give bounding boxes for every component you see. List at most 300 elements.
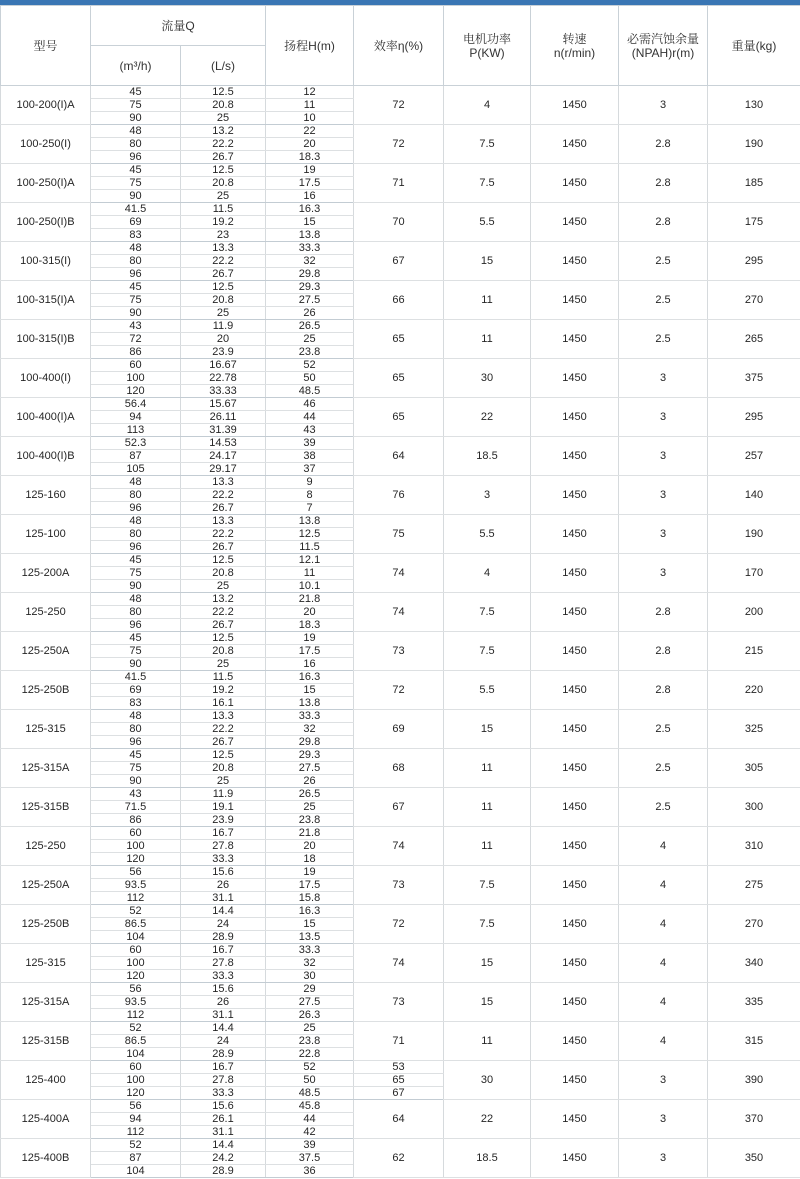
model-cell: 125-100 xyxy=(1,515,91,554)
model-cell: 125-400B xyxy=(1,1139,91,1178)
power-cell: 30 xyxy=(444,1061,531,1100)
power-cell: 18.5 xyxy=(444,437,531,476)
flow-ls-cell: 28.9 xyxy=(181,931,266,944)
flow-ls-cell: 25 xyxy=(181,580,266,593)
head-cell: 29.3 xyxy=(266,281,354,294)
power-cell: 22 xyxy=(444,1100,531,1139)
flow-ls-cell: 24.2 xyxy=(181,1152,266,1165)
speed-cell: 1450 xyxy=(531,554,619,593)
speed-cell: 1450 xyxy=(531,1061,619,1100)
flow-m3h-cell: 80 xyxy=(91,723,181,736)
model-cell: 100-200(I)A xyxy=(1,86,91,125)
flow-m3h-cell: 43 xyxy=(91,788,181,801)
head-cell: 38 xyxy=(266,450,354,463)
npsh-cell: 2.5 xyxy=(619,242,708,281)
head-cell: 10.1 xyxy=(266,580,354,593)
head-cell: 25 xyxy=(266,1022,354,1035)
power-cell: 18.5 xyxy=(444,1139,531,1178)
power-cell: 11 xyxy=(444,827,531,866)
flow-ls-cell: 31.1 xyxy=(181,892,266,905)
npsh-cell: 3 xyxy=(619,1100,708,1139)
table-row xyxy=(1,398,800,411)
head-cell: 20 xyxy=(266,606,354,619)
power-cell: 4 xyxy=(444,554,531,593)
flow-ls-cell: 26 xyxy=(181,996,266,1009)
flow-ls-cell: 26.7 xyxy=(181,502,266,515)
flow-m3h-cell: 75 xyxy=(91,177,181,190)
power-cell: 15 xyxy=(444,983,531,1022)
npsh-cell: 3 xyxy=(619,398,708,437)
speed-cell: 1450 xyxy=(531,1022,619,1061)
header-head: 扬程H(m) xyxy=(266,6,354,86)
efficiency-cell: 71 xyxy=(354,164,444,203)
flow-ls-cell: 25 xyxy=(181,307,266,320)
head-cell: 50 xyxy=(266,1074,354,1087)
head-cell: 16 xyxy=(266,658,354,671)
flow-ls-cell: 25 xyxy=(181,658,266,671)
head-cell: 46 xyxy=(266,398,354,411)
power-cell: 15 xyxy=(444,710,531,749)
npsh-cell: 2.8 xyxy=(619,593,708,632)
flow-m3h-cell: 75 xyxy=(91,99,181,112)
power-cell: 30 xyxy=(444,359,531,398)
flow-m3h-cell: 94 xyxy=(91,411,181,424)
table-row xyxy=(1,164,800,177)
head-cell: 50 xyxy=(266,372,354,385)
weight-cell: 190 xyxy=(708,515,800,554)
model-cell: 125-315B xyxy=(1,788,91,827)
npsh-cell: 3 xyxy=(619,437,708,476)
flow-m3h-cell: 93.5 xyxy=(91,996,181,1009)
flow-m3h-cell: 56 xyxy=(91,866,181,879)
model-cell: 125-315B xyxy=(1,1022,91,1061)
table-body xyxy=(1,86,800,1178)
head-cell: 26.3 xyxy=(266,1009,354,1022)
header-flow-ls: (L/s) xyxy=(181,46,266,86)
head-cell: 43 xyxy=(266,424,354,437)
npsh-cell: 4 xyxy=(619,983,708,1022)
head-cell: 19 xyxy=(266,164,354,177)
table-row xyxy=(1,515,800,528)
npsh-cell: 4 xyxy=(619,1022,708,1061)
head-cell: 16.3 xyxy=(266,905,354,918)
efficiency-cell: 66 xyxy=(354,281,444,320)
head-cell: 13.8 xyxy=(266,229,354,242)
table-row xyxy=(1,554,800,567)
flow-m3h-cell: 69 xyxy=(91,216,181,229)
table-row xyxy=(1,476,800,489)
flow-ls-cell: 23.9 xyxy=(181,814,266,827)
head-cell: 45.8 xyxy=(266,1100,354,1113)
head-cell: 23.8 xyxy=(266,1035,354,1048)
flow-m3h-cell: 90 xyxy=(91,112,181,125)
flow-m3h-cell: 96 xyxy=(91,619,181,632)
model-cell: 125-250B xyxy=(1,905,91,944)
pump-spec-table xyxy=(0,5,800,1178)
weight-cell: 200 xyxy=(708,593,800,632)
flow-m3h-cell: 48 xyxy=(91,242,181,255)
head-cell: 8 xyxy=(266,489,354,502)
flow-ls-cell: 14.4 xyxy=(181,1139,266,1152)
flow-m3h-cell: 96 xyxy=(91,541,181,554)
flow-m3h-cell: 86.5 xyxy=(91,1035,181,1048)
power-cell: 22 xyxy=(444,398,531,437)
head-cell: 13.8 xyxy=(266,515,354,528)
weight-cell: 300 xyxy=(708,788,800,827)
flow-ls-cell: 24 xyxy=(181,918,266,931)
flow-ls-cell: 27.8 xyxy=(181,957,266,970)
flow-ls-cell: 22.78 xyxy=(181,372,266,385)
table-row xyxy=(1,86,800,99)
power-cell: 7.5 xyxy=(444,164,531,203)
flow-m3h-cell: 86.5 xyxy=(91,918,181,931)
table-row xyxy=(1,983,800,996)
speed-cell: 1450 xyxy=(531,476,619,515)
head-cell: 39 xyxy=(266,437,354,450)
weight-cell: 185 xyxy=(708,164,800,203)
efficiency-cell: 67 xyxy=(354,242,444,281)
flow-ls-cell: 25 xyxy=(181,112,266,125)
efficiency-cell: 70 xyxy=(354,203,444,242)
table-row xyxy=(1,827,800,840)
table-row xyxy=(1,710,800,723)
speed-cell: 1450 xyxy=(531,359,619,398)
model-cell: 125-250 xyxy=(1,827,91,866)
weight-cell: 215 xyxy=(708,632,800,671)
flow-ls-cell: 24 xyxy=(181,1035,266,1048)
flow-m3h-cell: 56.4 xyxy=(91,398,181,411)
weight-cell: 295 xyxy=(708,398,800,437)
head-cell: 13.8 xyxy=(266,697,354,710)
efficiency-cell: 65 xyxy=(354,359,444,398)
head-cell: 15.8 xyxy=(266,892,354,905)
flow-ls-cell: 31.1 xyxy=(181,1009,266,1022)
efficiency-cell: 74 xyxy=(354,827,444,866)
weight-cell: 350 xyxy=(708,1139,800,1178)
npsh-cell: 3 xyxy=(619,515,708,554)
model-cell: 100-400(I) xyxy=(1,359,91,398)
efficiency-cell: 64 xyxy=(354,437,444,476)
table-row xyxy=(1,1139,800,1152)
head-cell: 17.5 xyxy=(266,645,354,658)
npsh-cell: 3 xyxy=(619,86,708,125)
head-cell: 25 xyxy=(266,801,354,814)
npsh-cell: 2.5 xyxy=(619,710,708,749)
weight-cell: 375 xyxy=(708,359,800,398)
flow-ls-cell: 26.7 xyxy=(181,268,266,281)
power-cell: 15 xyxy=(444,944,531,983)
head-cell: 9 xyxy=(266,476,354,489)
head-cell: 18.3 xyxy=(266,619,354,632)
flow-m3h-cell: 80 xyxy=(91,138,181,151)
flow-m3h-cell: 93.5 xyxy=(91,879,181,892)
flow-m3h-cell: 104 xyxy=(91,1165,181,1178)
header-npsh-line1: 必需汽蚀余量 xyxy=(626,31,699,46)
flow-ls-cell: 33.3 xyxy=(181,1087,266,1100)
flow-m3h-cell: 71.5 xyxy=(91,801,181,814)
model-cell: 125-400A xyxy=(1,1100,91,1139)
npsh-cell: 3 xyxy=(619,554,708,593)
head-cell: 26.5 xyxy=(266,320,354,333)
flow-ls-cell: 33.3 xyxy=(181,970,266,983)
weight-cell: 190 xyxy=(708,125,800,164)
table-row xyxy=(1,866,800,879)
power-cell: 7.5 xyxy=(444,125,531,164)
head-cell: 22 xyxy=(266,125,354,138)
flow-ls-cell: 27.8 xyxy=(181,840,266,853)
flow-ls-cell: 22.2 xyxy=(181,255,266,268)
flow-ls-cell: 11.9 xyxy=(181,320,266,333)
flow-ls-cell: 26.7 xyxy=(181,151,266,164)
flow-ls-cell: 28.9 xyxy=(181,1165,266,1178)
flow-ls-cell: 12.5 xyxy=(181,632,266,645)
weight-cell: 295 xyxy=(708,242,800,281)
head-cell: 12.5 xyxy=(266,528,354,541)
flow-m3h-cell: 86 xyxy=(91,346,181,359)
flow-ls-cell: 23 xyxy=(181,229,266,242)
head-cell: 27.5 xyxy=(266,294,354,307)
speed-cell: 1450 xyxy=(531,944,619,983)
header-flow-m3h: (m³/h) xyxy=(91,46,181,86)
flow-ls-cell: 22.2 xyxy=(181,723,266,736)
flow-m3h-cell: 80 xyxy=(91,528,181,541)
npsh-cell: 3 xyxy=(619,1139,708,1178)
head-cell: 10 xyxy=(266,112,354,125)
model-cell: 100-315(I) xyxy=(1,242,91,281)
flow-ls-cell: 25 xyxy=(181,190,266,203)
flow-ls-cell: 25 xyxy=(181,775,266,788)
head-cell: 26 xyxy=(266,775,354,788)
flow-ls-cell: 14.4 xyxy=(181,905,266,918)
header-npsh xyxy=(619,6,708,86)
flow-ls-cell: 19.1 xyxy=(181,801,266,814)
flow-m3h-cell: 60 xyxy=(91,359,181,372)
flow-ls-cell: 12.5 xyxy=(181,554,266,567)
flow-ls-cell: 20 xyxy=(181,333,266,346)
flow-m3h-cell: 41.5 xyxy=(91,203,181,216)
flow-ls-cell: 11.5 xyxy=(181,671,266,684)
head-cell: 23.8 xyxy=(266,346,354,359)
weight-cell: 335 xyxy=(708,983,800,1022)
head-cell: 36 xyxy=(266,1165,354,1178)
flow-ls-cell: 33.3 xyxy=(181,853,266,866)
npsh-cell: 3 xyxy=(619,1061,708,1100)
flow-m3h-cell: 120 xyxy=(91,1087,181,1100)
table-row xyxy=(1,437,800,450)
efficiency-cell: 67 xyxy=(354,1087,444,1100)
flow-m3h-cell: 100 xyxy=(91,372,181,385)
head-cell: 29 xyxy=(266,983,354,996)
weight-cell: 170 xyxy=(708,554,800,593)
flow-m3h-cell: 83 xyxy=(91,697,181,710)
weight-cell: 270 xyxy=(708,281,800,320)
header-flow-group: 流量Q xyxy=(91,6,266,46)
npsh-cell: 2.8 xyxy=(619,632,708,671)
flow-ls-cell: 26.7 xyxy=(181,541,266,554)
model-cell: 100-315(I)A xyxy=(1,281,91,320)
head-cell: 20 xyxy=(266,840,354,853)
head-cell: 44 xyxy=(266,1113,354,1126)
model-cell: 100-400(I)B xyxy=(1,437,91,476)
flow-m3h-cell: 48 xyxy=(91,515,181,528)
weight-cell: 305 xyxy=(708,749,800,788)
model-cell: 100-400(I)A xyxy=(1,398,91,437)
flow-ls-cell: 19.2 xyxy=(181,684,266,697)
flow-ls-cell: 16.7 xyxy=(181,944,266,957)
npsh-cell: 3 xyxy=(619,359,708,398)
header-speed-line2: n(r/min) xyxy=(553,45,596,60)
flow-m3h-cell: 48 xyxy=(91,593,181,606)
table-row xyxy=(1,749,800,762)
flow-m3h-cell: 69 xyxy=(91,684,181,697)
flow-m3h-cell: 56 xyxy=(91,1100,181,1113)
flow-m3h-cell: 90 xyxy=(91,580,181,593)
flow-m3h-cell: 90 xyxy=(91,658,181,671)
flow-ls-cell: 27.8 xyxy=(181,1074,266,1087)
head-cell: 48.5 xyxy=(266,1087,354,1100)
model-cell: 125-200A xyxy=(1,554,91,593)
head-cell: 11.5 xyxy=(266,541,354,554)
flow-m3h-cell: 100 xyxy=(91,957,181,970)
weight-cell: 175 xyxy=(708,203,800,242)
power-cell: 11 xyxy=(444,788,531,827)
power-cell: 15 xyxy=(444,242,531,281)
table-row xyxy=(1,203,800,216)
flow-m3h-cell: 75 xyxy=(91,645,181,658)
flow-ls-cell: 19.2 xyxy=(181,216,266,229)
model-cell: 125-250A xyxy=(1,866,91,905)
npsh-cell: 4 xyxy=(619,827,708,866)
speed-cell: 1450 xyxy=(531,593,619,632)
head-cell: 29.8 xyxy=(266,736,354,749)
head-cell: 21.8 xyxy=(266,593,354,606)
flow-ls-cell: 15.6 xyxy=(181,866,266,879)
flow-ls-cell: 13.3 xyxy=(181,710,266,723)
flow-ls-cell: 16.1 xyxy=(181,697,266,710)
flow-ls-cell: 33.33 xyxy=(181,385,266,398)
efficiency-cell: 65 xyxy=(354,1074,444,1087)
flow-m3h-cell: 45 xyxy=(91,632,181,645)
table-row xyxy=(1,788,800,801)
head-cell: 11 xyxy=(266,99,354,112)
flow-m3h-cell: 60 xyxy=(91,827,181,840)
flow-m3h-cell: 45 xyxy=(91,749,181,762)
model-cell: 125-315A xyxy=(1,983,91,1022)
flow-ls-cell: 15.6 xyxy=(181,1100,266,1113)
model-cell: 125-315 xyxy=(1,944,91,983)
head-cell: 17.5 xyxy=(266,879,354,892)
flow-ls-cell: 20.8 xyxy=(181,645,266,658)
head-cell: 42 xyxy=(266,1126,354,1139)
head-cell: 19 xyxy=(266,632,354,645)
flow-ls-cell: 28.9 xyxy=(181,1048,266,1061)
speed-cell: 1450 xyxy=(531,437,619,476)
flow-ls-cell: 16.7 xyxy=(181,827,266,840)
flow-m3h-cell: 75 xyxy=(91,762,181,775)
flow-ls-cell: 26.11 xyxy=(181,411,266,424)
efficiency-cell: 67 xyxy=(354,788,444,827)
power-cell: 11 xyxy=(444,281,531,320)
flow-ls-cell: 26.7 xyxy=(181,619,266,632)
flow-ls-cell: 20.8 xyxy=(181,99,266,112)
flow-m3h-cell: 112 xyxy=(91,892,181,905)
flow-ls-cell: 13.2 xyxy=(181,125,266,138)
power-cell: 7.5 xyxy=(444,905,531,944)
flow-m3h-cell: 80 xyxy=(91,255,181,268)
flow-m3h-cell: 104 xyxy=(91,1048,181,1061)
head-cell: 12.1 xyxy=(266,554,354,567)
npsh-cell: 2.5 xyxy=(619,788,708,827)
efficiency-cell: 72 xyxy=(354,125,444,164)
speed-cell: 1450 xyxy=(531,1139,619,1178)
flow-m3h-cell: 83 xyxy=(91,229,181,242)
flow-m3h-cell: 41.5 xyxy=(91,671,181,684)
model-cell: 125-250A xyxy=(1,632,91,671)
speed-cell: 1450 xyxy=(531,905,619,944)
model-cell: 100-250(I)A xyxy=(1,164,91,203)
head-cell: 52 xyxy=(266,1061,354,1074)
flow-ls-cell: 31.39 xyxy=(181,424,266,437)
flow-m3h-cell: 75 xyxy=(91,567,181,580)
header-speed-line1: 转速 xyxy=(562,31,587,46)
speed-cell: 1450 xyxy=(531,866,619,905)
speed-cell: 1450 xyxy=(531,983,619,1022)
flow-ls-cell: 14.53 xyxy=(181,437,266,450)
weight-cell: 130 xyxy=(708,86,800,125)
head-cell: 33.3 xyxy=(266,242,354,255)
table-row xyxy=(1,359,800,372)
table-row xyxy=(1,1061,800,1074)
weight-cell: 265 xyxy=(708,320,800,359)
head-cell: 15 xyxy=(266,684,354,697)
head-cell: 25 xyxy=(266,333,354,346)
weight-cell: 390 xyxy=(708,1061,800,1100)
efficiency-cell: 65 xyxy=(354,398,444,437)
flow-ls-cell: 12.5 xyxy=(181,749,266,762)
flow-m3h-cell: 96 xyxy=(91,268,181,281)
head-cell: 32 xyxy=(266,723,354,736)
flow-ls-cell: 22.2 xyxy=(181,138,266,151)
flow-ls-cell: 29.17 xyxy=(181,463,266,476)
npsh-cell: 2.5 xyxy=(619,320,708,359)
model-cell: 125-160 xyxy=(1,476,91,515)
efficiency-cell: 73 xyxy=(354,983,444,1022)
weight-cell: 340 xyxy=(708,944,800,983)
efficiency-cell: 64 xyxy=(354,1100,444,1139)
npsh-cell: 4 xyxy=(619,905,708,944)
power-cell: 4 xyxy=(444,86,531,125)
weight-cell: 257 xyxy=(708,437,800,476)
flow-m3h-cell: 87 xyxy=(91,1152,181,1165)
speed-cell: 1450 xyxy=(531,398,619,437)
flow-ls-cell: 11.5 xyxy=(181,203,266,216)
head-cell: 48.5 xyxy=(266,385,354,398)
model-cell: 125-250B xyxy=(1,671,91,710)
head-cell: 27.5 xyxy=(266,996,354,1009)
power-cell: 3 xyxy=(444,476,531,515)
power-cell: 5.5 xyxy=(444,671,531,710)
flow-ls-cell: 13.2 xyxy=(181,593,266,606)
efficiency-cell: 72 xyxy=(354,86,444,125)
head-cell: 19 xyxy=(266,866,354,879)
flow-m3h-cell: 45 xyxy=(91,164,181,177)
header-npsh-line2: (NPAH)r(m) xyxy=(631,45,695,60)
head-cell: 26.5 xyxy=(266,788,354,801)
model-cell: 100-315(I)B xyxy=(1,320,91,359)
model-cell: 125-315A xyxy=(1,749,91,788)
efficiency-cell: 72 xyxy=(354,905,444,944)
header-model: 型号 xyxy=(1,6,91,86)
